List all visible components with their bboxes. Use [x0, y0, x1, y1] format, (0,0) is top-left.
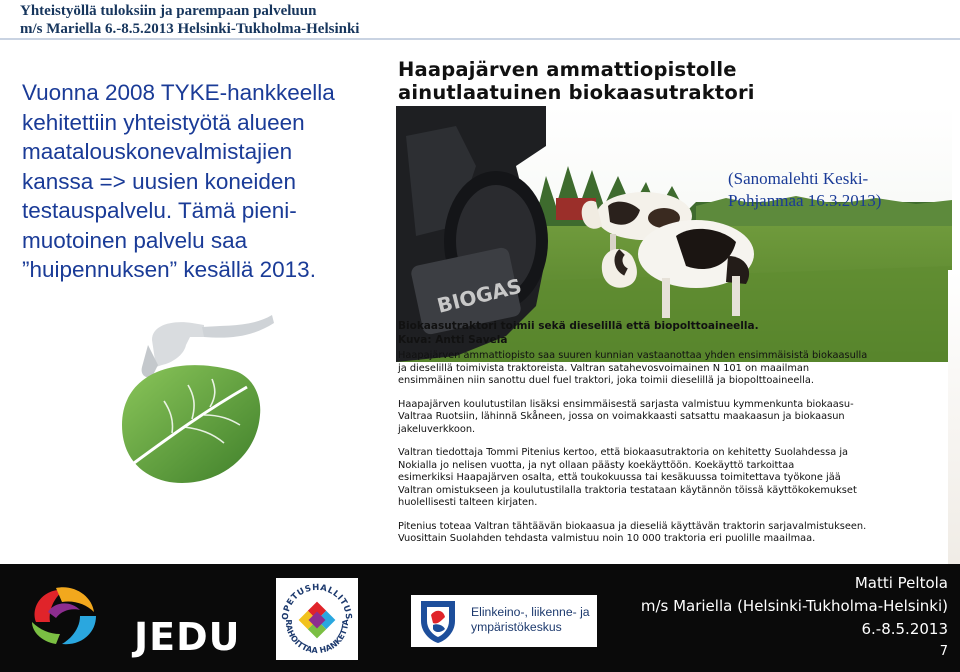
- clipping-headline: [398, 58, 755, 104]
- clipping-line: esimerkiksi Haapajärven osalta, että toukokuussa tai kesäkuussa toimitettava työkone jää: [398, 472, 841, 483]
- main-text-line: ”huipennuksen” kesällä 2013.: [22, 257, 316, 282]
- main-text: [22, 78, 392, 285]
- clipping-headline-line: ainutlaatuinen biokaasutraktori: [398, 81, 755, 104]
- clipping-paragraph: [398, 447, 950, 510]
- clipping-line: ja dieselillä toimivista traktoreista. Valtran satahevosvoimainen N 101 on maailman: [398, 362, 810, 374]
- ely-label-line: Elinkeino-, liikenne- ja: [471, 605, 590, 619]
- main-text-line: testauspalvelu. Tämä pieni-: [22, 198, 297, 223]
- clipping-line: Haapajärven koulutustilan lisäksi ensimmäisestä sarjasta valmistuu kymmenkunta biokaasu-: [398, 398, 854, 410]
- oph-ring-top-text: OPETUSHALLITUS: [280, 582, 354, 621]
- clipping-line: ensimmäinen niin sanottu duel fuel traktori, joka toimii dieselillä ja biopolttoaineella.: [398, 375, 814, 386]
- clipping-line: Valtran omistukseen ja koulutustilalla traktoria testataan käytännön töissä käyttökokemukset: [398, 484, 857, 496]
- clipping-line: Valtran tiedottaja Tommi Pitenius kertoo, että biokaasutraktoria on kehitetty Suolahdessa ja: [398, 447, 849, 458]
- header-subtitle: m/s Mariella 6.-8.5.2013 Helsinki-Tukholma-Helsinki: [20, 21, 360, 37]
- presenter-name: Matti Peltola: [854, 574, 948, 592]
- clipping-line: jakeluverkkoon.: [398, 423, 476, 435]
- clipping-caption-line: Biokaasutraktori toimii sekä dieselillä että biopolttoaineella.: [398, 320, 759, 332]
- source-note-line: (Sanomalehti Keski-: [728, 169, 869, 188]
- footer-info: [641, 572, 948, 641]
- opetushallitus-logo-icon: [276, 578, 358, 660]
- jedu-logo: [26, 582, 241, 659]
- clipping-line: Vuosittain Suolahden tehdasta valmistuu noin 10 000 traktoria eri puolille maailmaa.: [398, 533, 816, 544]
- slide-footer: [0, 564, 960, 672]
- source-note-line: Pohjanmaa 16.3.2013): [728, 191, 882, 210]
- clipping-caption: [398, 319, 759, 347]
- clipping-caption-line: Kuva: Antti Savela: [398, 334, 508, 346]
- main-text-line: kanssa => uusien koneiden: [22, 168, 296, 194]
- slide-number: 7: [939, 644, 948, 659]
- header-divider: [0, 38, 960, 40]
- ely-label-line: ympäristökeskus: [471, 620, 562, 634]
- source-note: [728, 168, 881, 212]
- clipping-line: Valtraa Ruotsiin, lähinnä Skåneen, jossa on voimakkaasti satsattu maakaasun ja biokaasun: [398, 411, 845, 422]
- clipping-line: Nokialla jo nelisen vuotta, ja nyt ollaan päästy koekäyttöön. Koekäyttö tarkoittaa: [398, 459, 795, 471]
- clipping-headline-line: Haapajärven ammattiopistolle: [398, 58, 737, 81]
- main-text-line: muotoinen palvelu saa: [22, 227, 248, 253]
- clipping-paragraph: [398, 399, 950, 437]
- newspaper-clipping: [396, 54, 952, 564]
- slide-header: [20, 2, 359, 38]
- ely-logo: [411, 595, 597, 647]
- clipping-paragraph: [398, 521, 950, 546]
- main-text-line: maatalouskonevalmistajien: [22, 139, 293, 164]
- jedu-logo-icon: [26, 582, 104, 648]
- event-date: 6.-8.5.2013: [861, 620, 948, 638]
- clipping-paragraph: [398, 350, 950, 388]
- clipping-line: Haapajärven ammattiopisto saa suuren kunnian vastaanottaa yhden ensimmäisistä biokaasulla: [398, 350, 868, 361]
- header-title: Yhteistyöllä tuloksiin ja parempaan palveluun: [20, 3, 317, 19]
- clipping-line: Pitenius toteaa Valtran tähtäävän biokaasua ja dieseliä käyttävän traktorin sarjavalmistukseen.: [398, 520, 867, 532]
- photo-biogas-text: BIOGAS: [434, 273, 524, 318]
- oph-ring-bottom-text: RAHOITTAA HANKETTA: [283, 619, 351, 656]
- jedu-wordmark: JEDU: [134, 615, 241, 659]
- clipping-body: [398, 350, 950, 557]
- ely-logo-icon: [411, 595, 465, 647]
- main-text-line: Vuonna 2008 TYKE-hankkeella: [22, 80, 335, 105]
- ely-label: [471, 605, 590, 635]
- main-text-line: kehitettiin yhteistyötä alueen: [22, 109, 305, 135]
- leaf-fuel-nozzle-icon: [112, 305, 282, 490]
- event-name: m/s Mariella (Helsinki-Tukholma-Helsinki): [640, 597, 948, 615]
- clipping-line: huolellisesti talteen kirjaten.: [398, 497, 538, 508]
- decorative-stripe: [948, 270, 960, 564]
